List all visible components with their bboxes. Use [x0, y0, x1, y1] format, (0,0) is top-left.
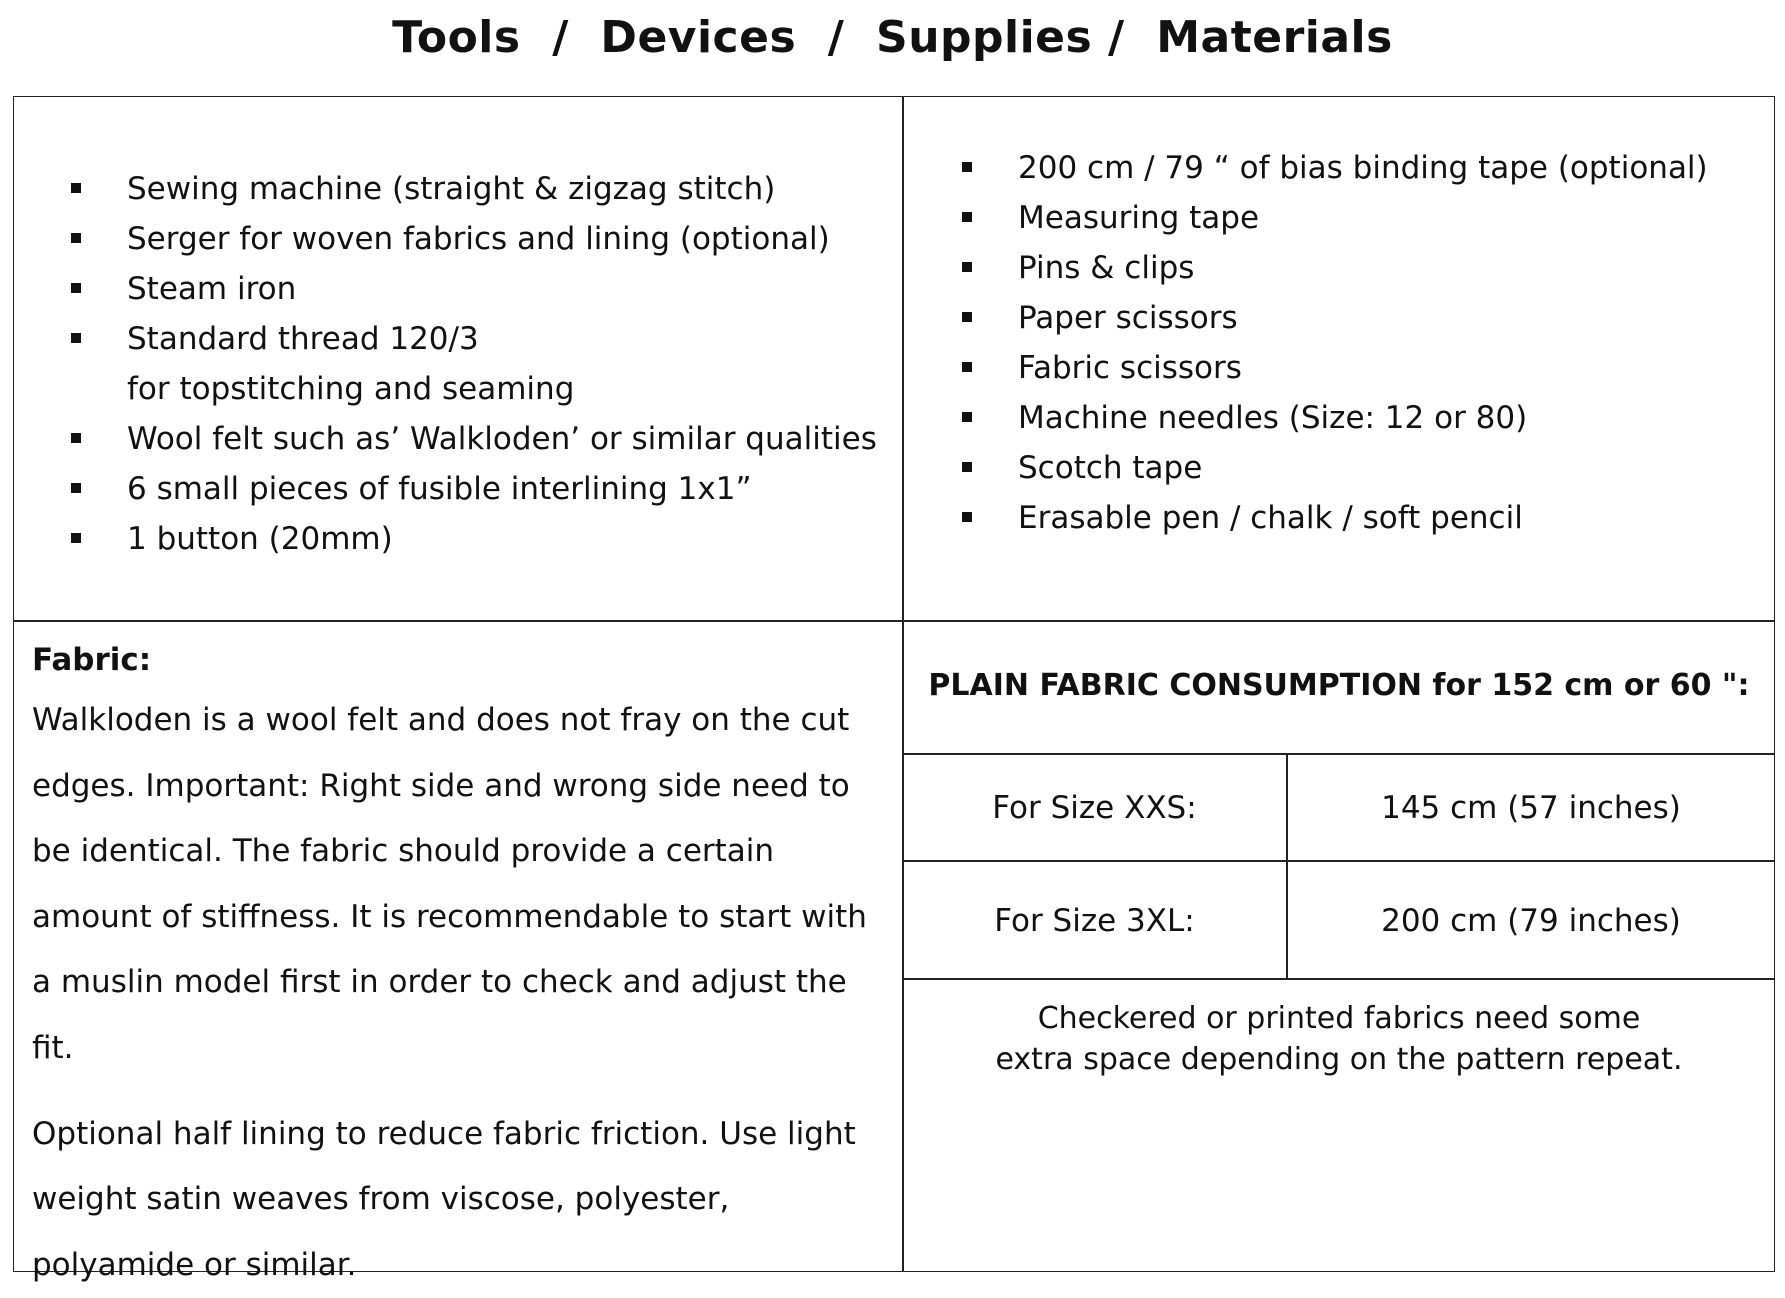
list-item — [13, 164, 877, 214]
list-item-label: Pins & clips — [1018, 250, 1195, 286]
consumption-note-line: Checkered or printed fabrics need some — [1037, 1001, 1641, 1036]
bullet-square-icon — [962, 162, 972, 172]
bullet-square-icon — [962, 512, 972, 522]
table-row-divider — [13, 620, 1775, 622]
consumption-row-divider — [903, 860, 1775, 862]
tools-list-left — [13, 164, 877, 564]
list-item-label: Sewing machine (straight & zigzag stitch) — [127, 171, 776, 207]
list-item-label: 1 button (20mm) — [127, 521, 393, 557]
list-item-label: Scotch tape — [1018, 450, 1203, 486]
bullet-square-icon — [71, 183, 81, 193]
bullet-square-icon — [71, 483, 81, 493]
list-item — [904, 243, 1708, 293]
page-title: Tools / Devices / Supplies / Materials — [392, 12, 1393, 63]
consumption-note-line: extra space depending on the pattern repeat. — [995, 1042, 1683, 1077]
lining-description: Optional half lining to reduce fabric friction. Use light weight satin weaves from viscose, polyester, polyamide or similar. — [32, 1115, 856, 1283]
list-item-label: Fabric scissors — [1018, 350, 1242, 386]
list-item — [904, 293, 1708, 343]
bullet-square-icon — [71, 533, 81, 543]
list-item — [13, 264, 877, 314]
list-item — [904, 143, 1708, 193]
fabric-heading: Fabric: — [32, 642, 152, 678]
consumption-bottom-divider — [903, 978, 1775, 980]
list-item — [904, 193, 1708, 243]
bullet-square-icon — [962, 362, 972, 372]
bullet-square-icon — [962, 412, 972, 422]
consumption-title-divider — [903, 753, 1775, 755]
size-amount: 145 cm (57 inches) — [1381, 790, 1681, 826]
list-item — [904, 443, 1708, 493]
fabric-section — [32, 640, 892, 1298]
list-item-label: Standard thread 120/3 — [127, 321, 479, 357]
consumption-column-divider — [1286, 753, 1288, 979]
bullet-square-icon — [962, 462, 972, 472]
list-item-continuation: for topstitching and seaming — [127, 371, 575, 407]
bullet-square-icon — [71, 333, 81, 343]
bullet-square-icon — [71, 233, 81, 243]
list-item-label: Erasable pen / chalk / soft pencil — [1018, 500, 1523, 536]
bullet-square-icon — [962, 262, 972, 272]
list-item — [13, 464, 877, 514]
list-item — [13, 214, 877, 264]
consumption-title: PLAIN FABRIC CONSUMPTION for 152 cm or 60 ": — [928, 668, 1750, 703]
fabric-description: Walkloden is a wool felt and does not fray on the cut edges. Important: Right side and wrong side need to be identical. The fabric should provide a certain amount of stiffness. It is recommendable to start with a muslin model first in order to check and adjust the fit. — [32, 702, 867, 1066]
list-item-label: Serger for woven fabrics and lining (optional) — [127, 221, 830, 257]
size-label: For Size XXS: — [992, 790, 1197, 826]
list-item — [13, 414, 877, 464]
consumption-note — [903, 998, 1775, 1080]
list-item — [904, 493, 1708, 543]
list-item-label: Paper scissors — [1018, 300, 1238, 336]
bullet-square-icon — [71, 433, 81, 443]
list-item — [13, 514, 877, 564]
tools-list-right — [904, 143, 1708, 543]
bullet-square-icon — [962, 212, 972, 222]
size-label: For Size 3XL: — [994, 903, 1195, 939]
list-item-label: Machine needles (Size: 12 or 80) — [1018, 400, 1528, 436]
bullet-square-icon — [71, 283, 81, 293]
size-amount: 200 cm (79 inches) — [1381, 903, 1681, 939]
list-item — [904, 343, 1708, 393]
list-item — [13, 314, 877, 414]
list-item-label: Measuring tape — [1018, 200, 1260, 236]
list-item-label: Wool felt such as’ Walkloden’ or similar qualities — [127, 421, 877, 457]
list-item-label: 6 small pieces of fusible interlining 1x1” — [127, 471, 752, 507]
bullet-square-icon — [962, 312, 972, 322]
list-item-label: 200 cm / 79 “ of bias binding tape (optional) — [1018, 150, 1708, 186]
list-item-label: Steam iron — [127, 271, 297, 307]
list-item — [904, 393, 1708, 443]
